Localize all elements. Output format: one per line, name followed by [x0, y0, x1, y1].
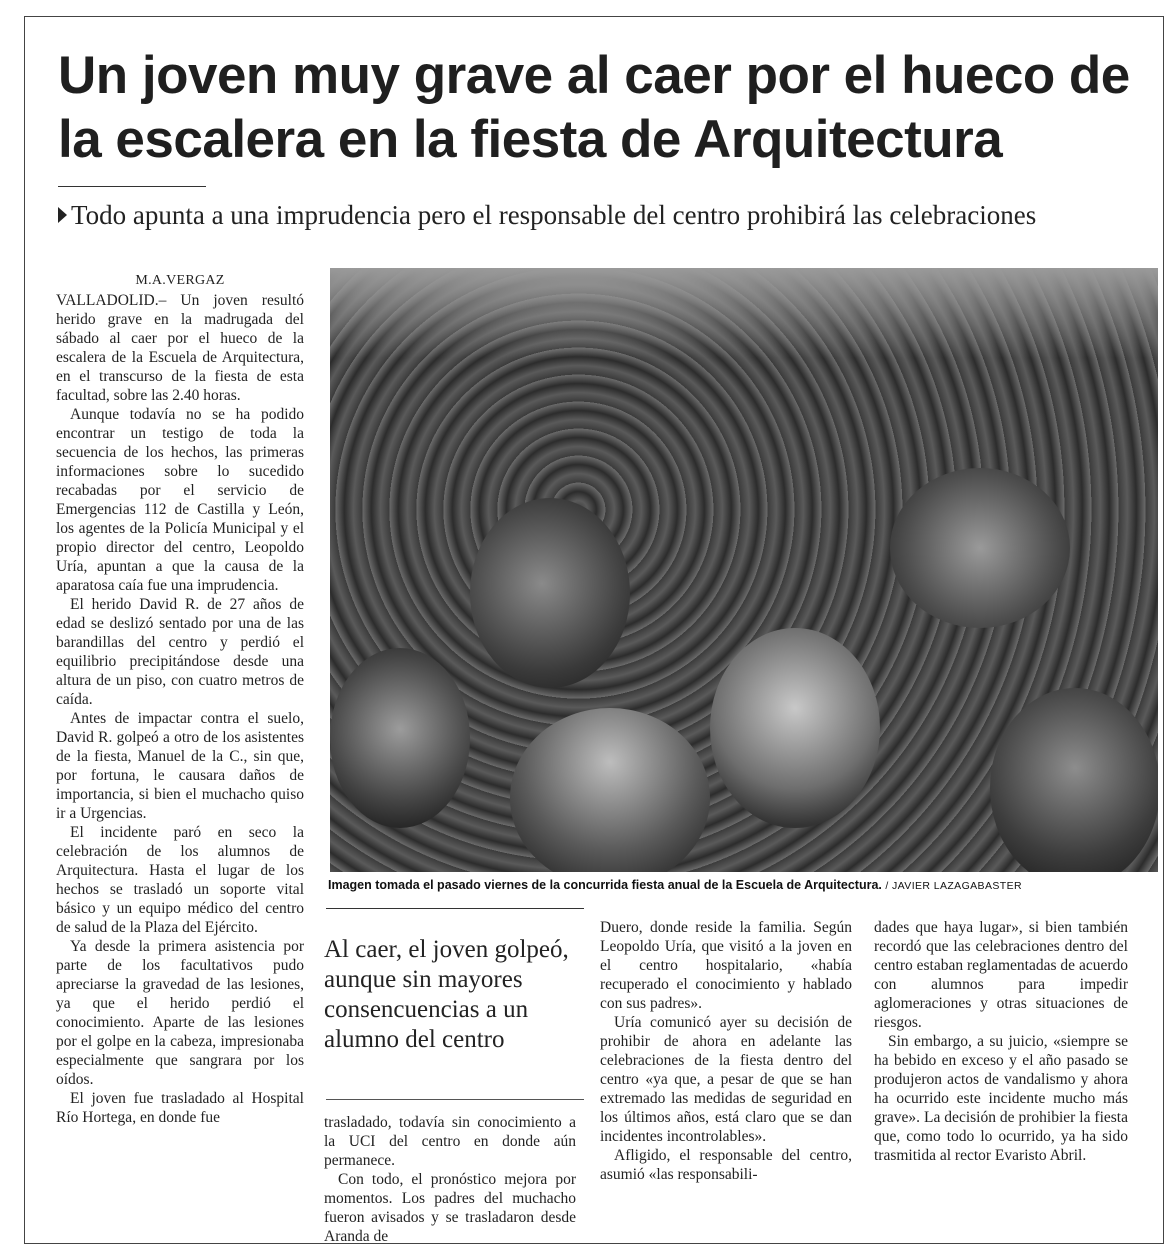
photo-credit: / JAVIER LAZAGABASTER	[885, 880, 1022, 892]
photo-figure	[470, 498, 630, 688]
paragraph: Afligido, el responsable del centro, asumió «las responsabili-	[600, 1147, 852, 1183]
article-column-3	[600, 918, 852, 1184]
crowd-photo	[330, 268, 1158, 872]
photo-figure	[890, 468, 1070, 628]
headline-line-1: Un joven muy grave al caer por el hueco de	[58, 46, 1130, 105]
paragraph: Sin embargo, a su juicio, «siempre se ha bebido en exceso y el año pasado se produjeron actos de vandalismo y ahora ha ocurrido este incidente mucho más grave». La decisión de prohibier la fiesta que, como todo lo ocurrido, ya ha sido trasmitida al rector Evaristo Abril.	[874, 1033, 1128, 1164]
subheadline	[58, 196, 1158, 234]
subheadline-text: Todo apunta a una imprudencia pero el responsable del centro prohibirá las celebraciones	[71, 200, 1037, 230]
paragraph: El incidente paró en seco la celebración de los alumnos de Arquitectura. Hasta el lugar de los hechos se trasladó un soporte vital básico y un equipo médico del centro de salud de la Plaza del Ejército.	[56, 824, 304, 936]
pullquote-rule-top	[326, 908, 584, 909]
paragraph: Ya desde la primera asistencia por parte de los facultativos pudo apreciarse la gravedad de las lesiones, ya que el herido perdió el conocimiento. Aparte de las lesiones por el golpe en la cabeza, impresionaba especialmente que sangrara por los oídos.	[56, 938, 304, 1088]
pullquote-rule-bottom	[326, 1099, 584, 1100]
photo-haze	[330, 268, 1158, 358]
photo-caption	[328, 876, 1158, 895]
paragraph: El herido David R. de 27 años de edad se deslizó sentado por una de las barandillas del centro y perdió el equilibrio precipitándose desde una altura de un piso, con cuatro metros de caída.	[56, 596, 304, 708]
photo-figure	[990, 688, 1158, 872]
paragraph: dades que haya lugar», si bien también recordó que las celebraciones dentro del centro estaban reglamentadas de acuerdo con alumnos para impedir aglomeraciones y otras situaciones de riesgos.	[874, 919, 1128, 1031]
subhead-rule-top	[58, 186, 206, 187]
photo-figure	[510, 708, 710, 872]
paragraph: trasladado, todavía sin conocimiento a la UCI del centro en donde aún permanece.	[324, 1114, 576, 1169]
paragraph: Antes de impactar contra el suelo, David R. golpeó a otro de los asistentes de la fiesta, Manuel de la C., sin que, por fortuna, le causara daños de importancia, si bien el muchacho quiso ir a Urgencias.	[56, 710, 304, 822]
paragraph: Aunque todavía no se ha podido encontrar un testigo de toda la secuencia de los hechos, las primeras informaciones sobre lo sucedido recabadas por el servicio de Emergencias 112 de Castilla y León, los agentes de la Policía Municipal y el propio director del centro, Leopoldo Uría, apuntan a que la causa de la aparatosa caía fue una imprudencia.	[56, 406, 304, 594]
paragraph: Duero, donde reside la familia. Según Leopoldo Uría, que visitó a la joven en el centro hospitalario, «había recuperado el conocimiento y hablado con sus padres».	[600, 919, 852, 1012]
article-column-4	[874, 918, 1128, 1165]
article-column-2	[324, 1113, 576, 1246]
triangle-bullet-icon	[58, 207, 67, 223]
article-column-1	[56, 291, 304, 1127]
paragraph: Uría comunicó ayer su decisión de prohibir de ahora en adelante las celebraciones de la fiesta dentro del centro «ya que, a pesar de que se han extremado las medidas de seguridad en los últimos años, está claro que se dan incidentes incontrolables».	[600, 1014, 852, 1145]
headline-line-2: la escalera en la fiesta de Arquitectura	[58, 110, 1003, 169]
paragraph: VALLADOLID.– Un joven resultó herido grave en la madrugada del sábado al caer por el hueco de la escalera de la Escuela de Arquitectura, en el transcurso de la fiesta de esta facultad, sobre las 2.40 horas.	[56, 292, 304, 404]
pullquote: Al caer, el joven golpeó, aunque sin mayores consencuencias a un alumno del centro	[324, 936, 569, 1053]
headline	[58, 44, 1148, 172]
photo-figure	[330, 648, 470, 828]
paragraph: El joven fue trasladado al Hospital Río Hortega, en donde fue	[56, 1090, 304, 1126]
photo-figure	[710, 628, 880, 828]
paragraph: Con todo, el pronóstico mejora por momentos. Los padres del muchacho fueron avisados y se trasladaron desde Aranda de	[324, 1171, 576, 1245]
caption-text: Imagen tomada el pasado viernes de la concurrida fiesta anual de la Escuela de Arquitectura.	[328, 878, 882, 892]
byline: M.A.VERGAZ	[135, 273, 225, 288]
